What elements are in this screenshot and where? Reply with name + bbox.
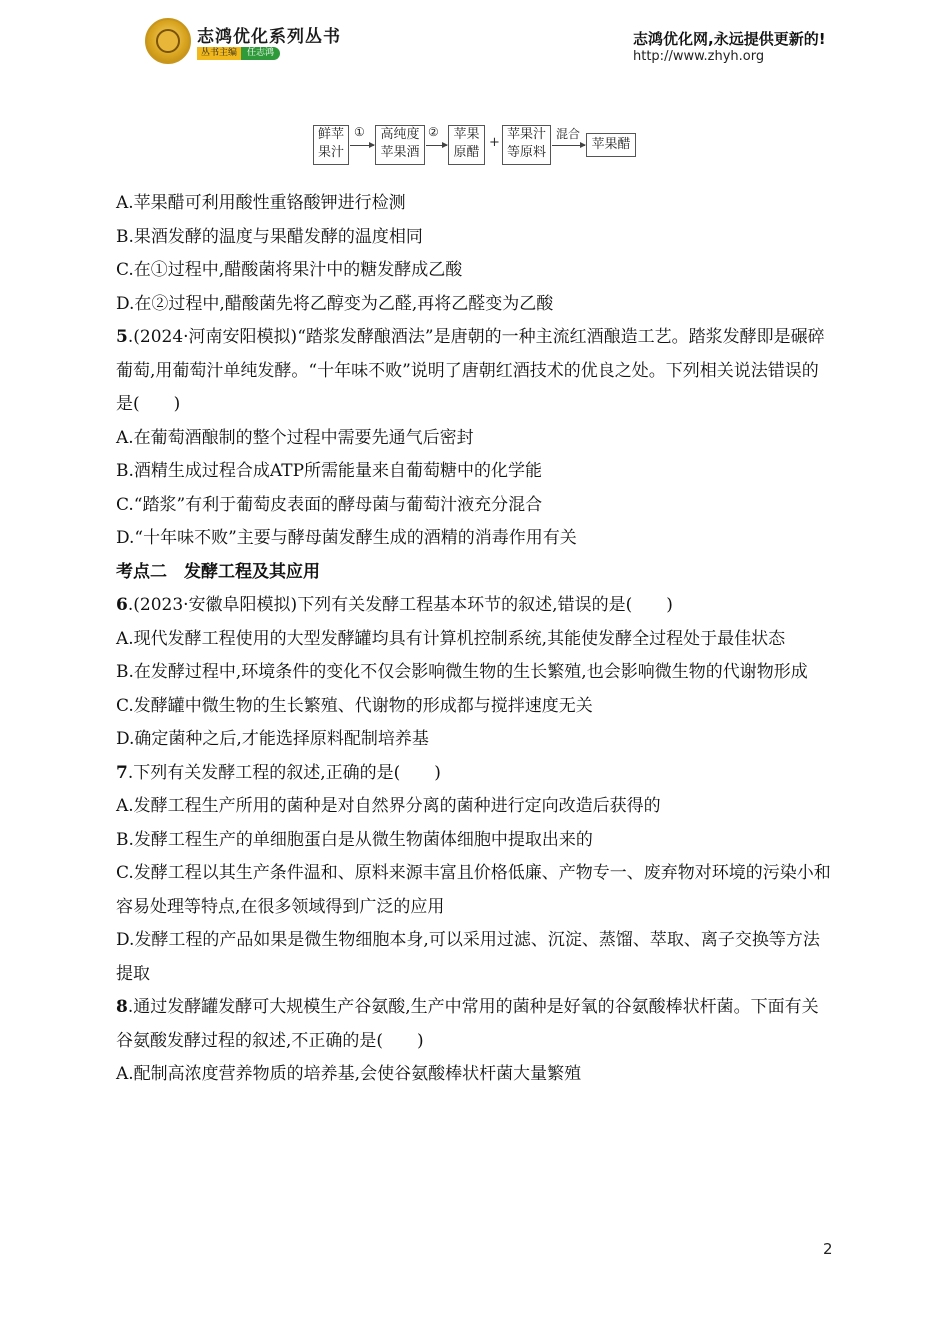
site-slogan: 志鸿优化网,永远提供更新的! [633, 30, 826, 48]
flow-box-apple-wine: 高纯度 苹果酒 [375, 125, 425, 165]
flow-box-fresh-juice: 鲜苹 果汁 [313, 125, 349, 165]
q4-option-a: A.苹果醋可利用酸性重铬酸钾进行检测 [116, 193, 406, 213]
q6-option-a: A.现代发酵工程使用的大型发酵罐均具有计算机控制系统,其能使发酵全过程处于最佳状态 [116, 628, 786, 649]
section-heading: 考点二 发酵工程及其应用 [116, 561, 320, 582]
q8-stem-text: .通过发酵罐发酵可大规模生产谷氨酸,生产中常用的菌种是好氧的谷氨酸棒状杆菌。下面有关谷氨酸发酵过程的叙述,不正确的是( ) [116, 997, 819, 1051]
flow-plus-sign: + [489, 135, 500, 150]
flow-box-raw-vinegar: 苹果 原醋 [448, 125, 485, 165]
q5-stem-text: “踏浆发酵酿酒法”是唐朝的一种主流红酒酿造工艺。踏浆发酵即是碾碎葡萄,用葡萄汁单纯发酵。“十年味不败”说明了唐朝红酒技术的优良之处。下列相关说法错误的是( ) [116, 327, 825, 414]
q5-option-d: D.“十年味不败”主要与酵母菌发酵生成的酒精的消毒作用有关 [116, 528, 577, 548]
editor-credit [197, 47, 280, 60]
q7-option-a: A.发酵工程生产所用的菌种是对自然界分离的菌种进行定向改造后获得的 [116, 796, 661, 816]
flow-box-juice-materials: 苹果汁 等原料 [502, 125, 551, 165]
flow-arrow-1 [350, 145, 374, 146]
q4-option-c: C.在①过程中,醋酸菌将果汁中的糖发酵成乙酸 [116, 260, 463, 280]
q8-stem [116, 991, 834, 1058]
q5-option-c: C.“踏浆”有利于葡萄皮表面的酵母菌与葡萄汁液充分混合 [116, 494, 543, 515]
flow-mix-label: 混合 [556, 127, 581, 141]
q5-option-a: A.在葡萄酒酿制的整个过程中需要先通气后密封 [116, 427, 474, 448]
q7-option-c: C.发酵工程以其生产条件温和、原料来源丰富且价格低廉、产物专一、废弃物对环境的污染小和容易处理等特点,在很多领域得到广泛的应用 [116, 863, 831, 917]
q6-number: 6 [116, 595, 128, 615]
series-title: 志鸿优化系列丛书 [197, 27, 341, 47]
q8-option-a: A.配制高浓度营养物质的培养基,会使谷氨酸棒状杆菌大量繁殖 [116, 1064, 582, 1084]
page-header [0, 0, 950, 95]
series-logo-icon [145, 18, 191, 64]
flow-arrow-3 [552, 145, 585, 146]
q8-number: 8 [116, 997, 128, 1017]
editor-name: 任志鸿 [241, 47, 280, 60]
q5-source: .(2024·河南安阳模拟) [127, 327, 298, 347]
q6-option-b: B.在发酵过程中,环境条件的变化不仅会影响微生物的生长繁殖,也会影响微生物的代谢物形成 [116, 662, 808, 682]
q5-number: 5 [116, 327, 128, 347]
question-content [116, 187, 834, 1092]
q5-stem [116, 321, 834, 422]
q7-option-d: D.发酵工程的产品如果是微生物细胞本身,可以采用过滤、沉淀、蒸馏、萃取、离子交换等方法提取 [116, 930, 820, 984]
q7-number: 7 [116, 762, 128, 783]
editor-label: 丛书主编 [197, 47, 241, 60]
site-url[interactable]: http://www.zhyh.org [633, 49, 765, 64]
flow-step-2-label: ② [428, 125, 439, 139]
q4-option-b: B.果酒发酵的温度与果醋发酵的温度相同 [116, 226, 423, 247]
q5-option-b: B.酒精生成过程合成ATP所需能量来自葡萄糖中的化学能 [116, 461, 543, 481]
page-number: 2 [823, 1240, 833, 1258]
q7-stem [116, 757, 834, 791]
flow-box-apple-vinegar: 苹果醋 [586, 133, 636, 157]
q6-source: .(2023·安徽阜阳模拟) [127, 595, 298, 615]
q4-option-d: D.在②过程中,醋酸菌先将乙醇变为乙醛,再将乙醛变为乙酸 [116, 293, 554, 314]
flow-step-1-label: ① [354, 125, 365, 139]
q6-option-c: C.发酵罐中微生物的生长繁殖、代谢物的形成都与搅拌速度无关 [116, 695, 593, 716]
q7-stem-text: .下列有关发酵工程的叙述,正确的是( ) [127, 762, 441, 783]
q7-option-b: B.发酵工程生产的单细胞蛋白是从微生物菌体细胞中提取出来的 [116, 829, 593, 850]
q6-stem-text: 下列有关发酵工程基本环节的叙述,错误的是( ) [297, 595, 673, 615]
q6-option-d: D.确定菌种之后,才能选择原料配制培养基 [116, 729, 429, 749]
q6-stem [116, 589, 834, 623]
flow-arrow-2 [426, 145, 447, 146]
